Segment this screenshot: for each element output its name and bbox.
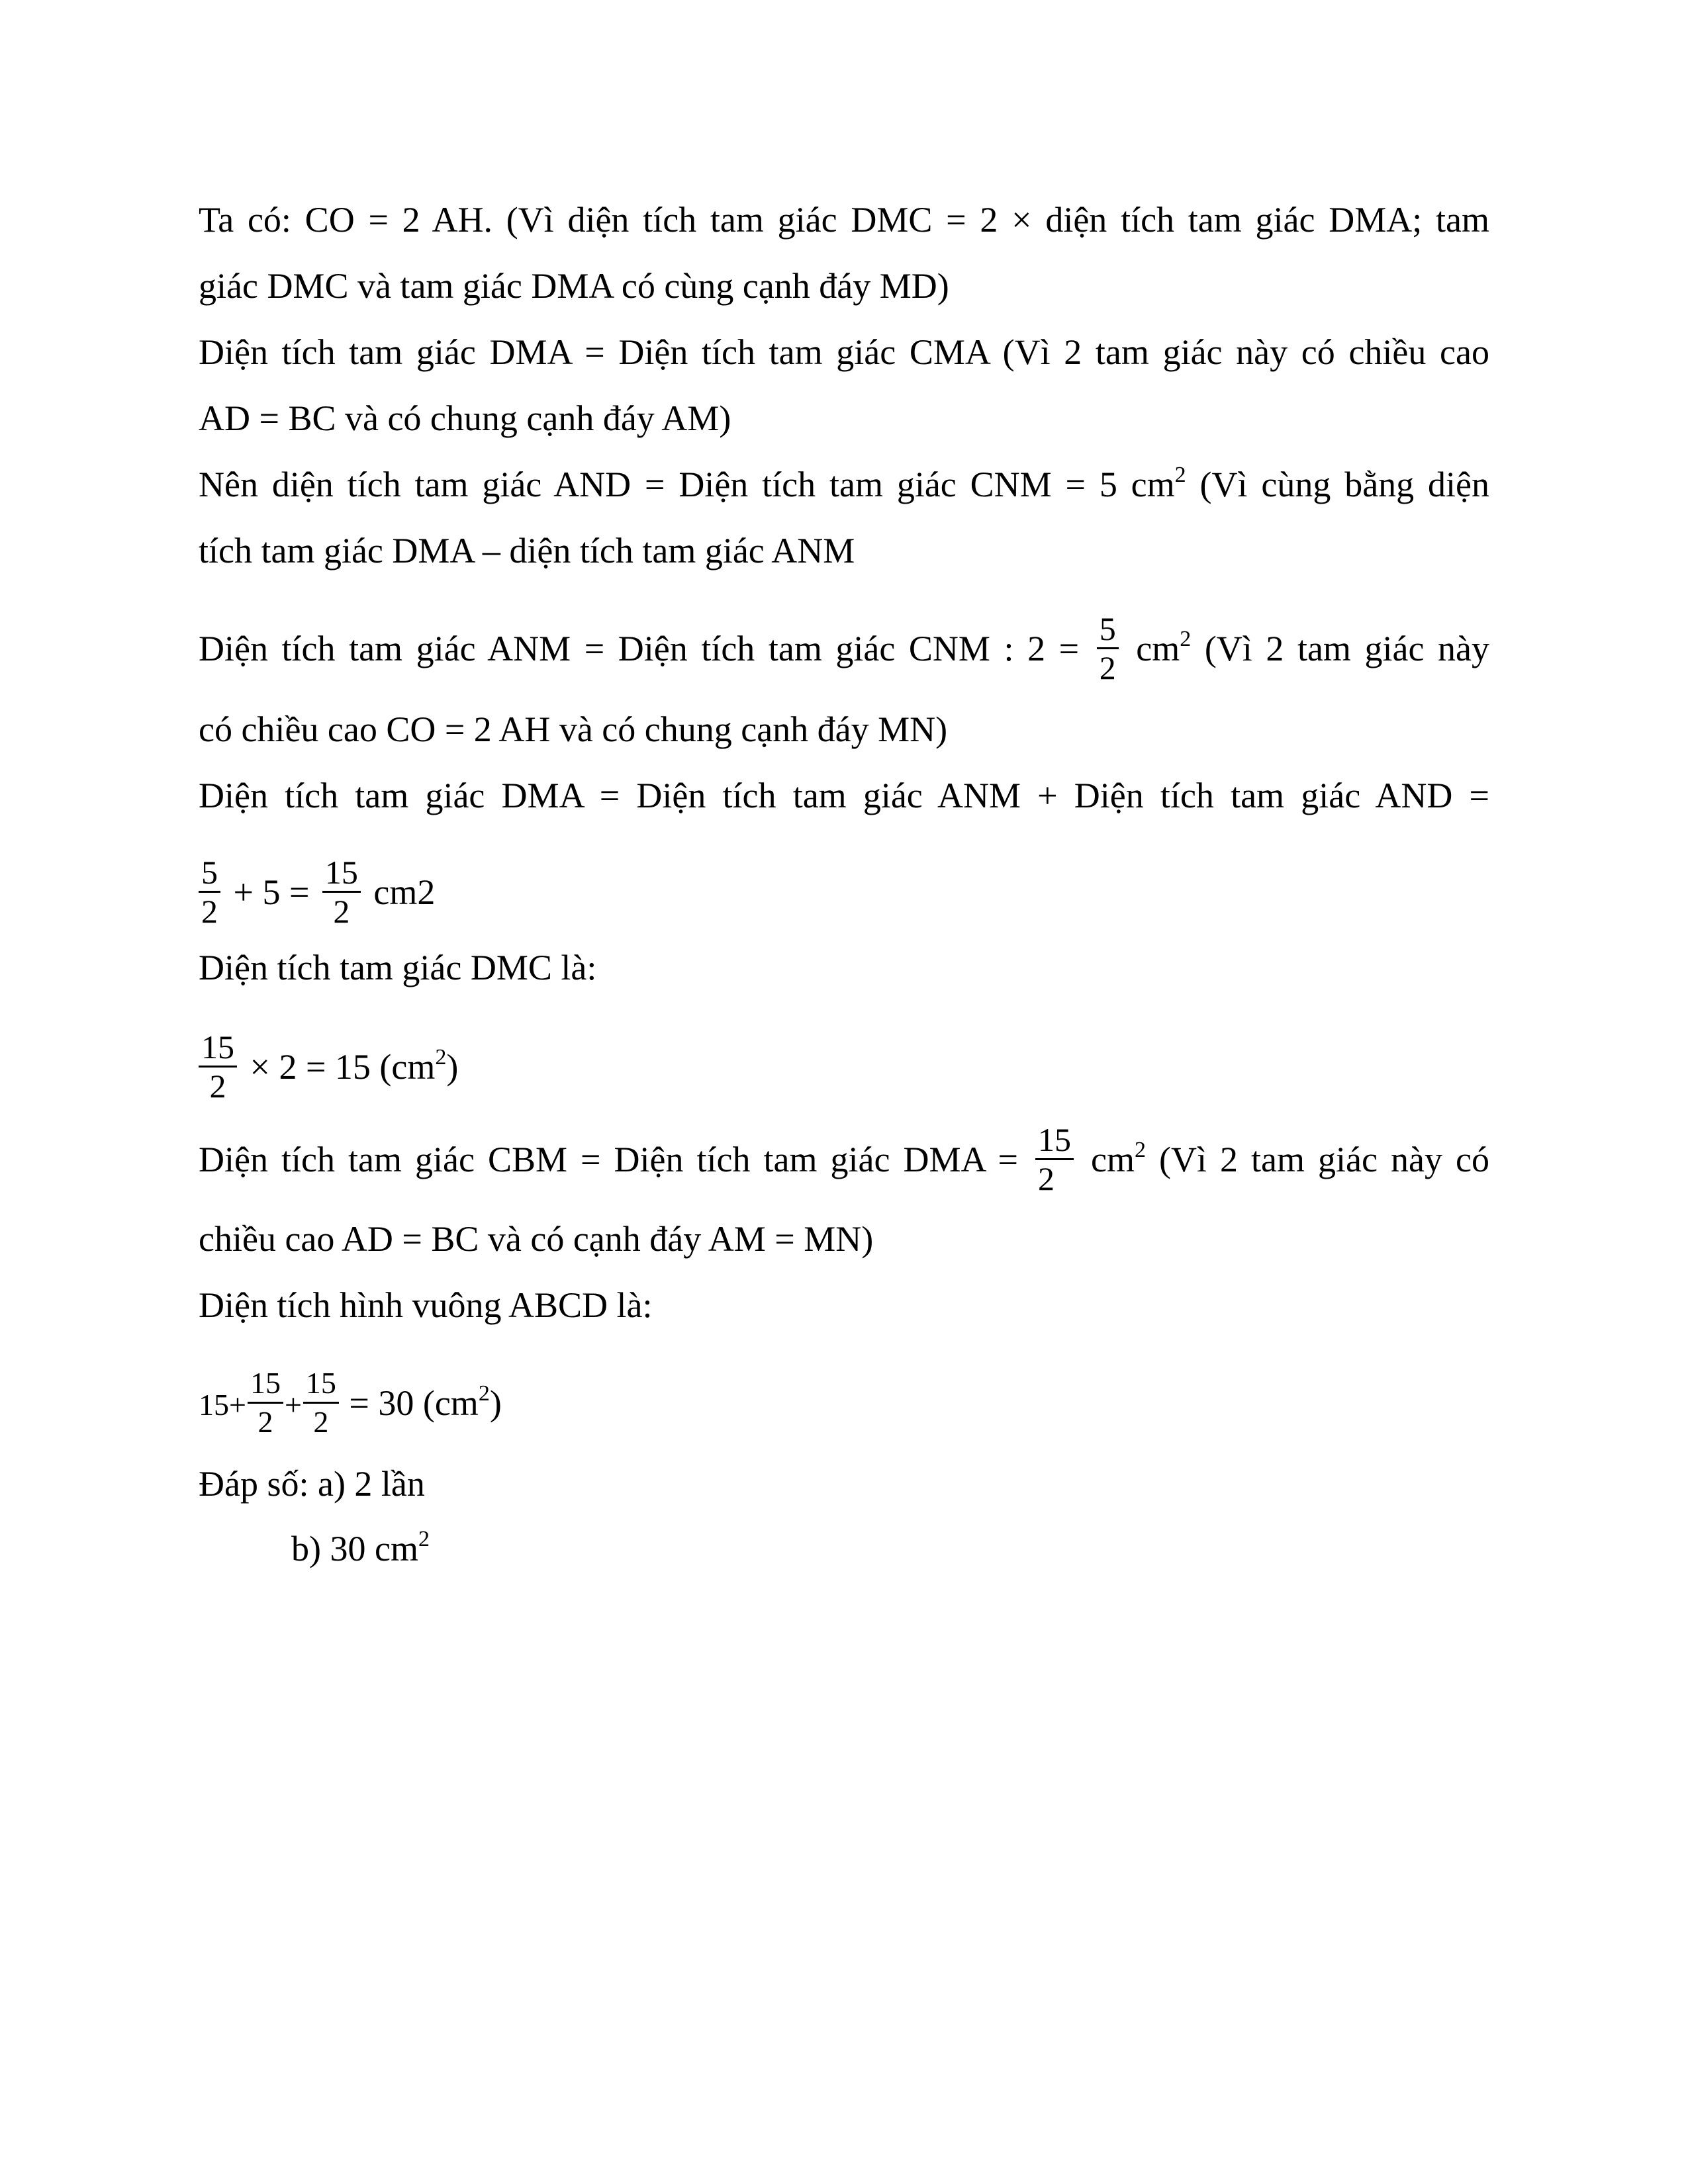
- fraction-denominator: 2: [258, 1405, 273, 1439]
- superscript: 2: [1180, 626, 1192, 651]
- superscript: 2: [1174, 463, 1186, 487]
- text-line: chiều cao AD = BC và có cạnh đáy AM = MN): [199, 1219, 874, 1259]
- superscript: 2: [418, 1527, 430, 1551]
- fraction-numerator: 15: [248, 1365, 283, 1404]
- text-line: giác DMC và tam giác DMA có cùng cạnh đáy MD): [199, 266, 949, 306]
- text-line: [199, 1028, 1489, 1109]
- text-line: [199, 854, 1489, 934]
- fraction-denominator: 2: [209, 1068, 226, 1105]
- answer-line: [291, 1529, 1582, 1569]
- fraction-numerator: 15: [199, 1028, 237, 1068]
- fraction: [199, 854, 220, 930]
- text-line: Diện tích tam giác DMA = Diện tích tam giác CMA (Vì 2 tam giác này có chiều cao: [199, 332, 1489, 372]
- fraction: [199, 1028, 237, 1105]
- fraction-numerator: 5: [199, 854, 220, 893]
- text-line: Diện tích hình vuông ABCD là:: [199, 1285, 653, 1325]
- text-span: +: [284, 1387, 302, 1422]
- superscript: 2: [1135, 1137, 1146, 1162]
- text-span: 15+: [199, 1387, 246, 1422]
- text-span: = 30 (cm: [340, 1383, 479, 1423]
- fraction-numerator: 5: [1097, 610, 1119, 649]
- text-line: có chiều cao CO = 2 AH và có chung cạnh đáy MN): [199, 709, 948, 749]
- text-span: × 2 = 15 (cm: [241, 1046, 436, 1087]
- text-span: cm: [1078, 1139, 1135, 1179]
- text-span: cm: [1122, 628, 1180, 668]
- text-line: Ta có: CO = 2 AH. (Vì diện tích tam giác DMC = 2 × diện tích tam giác DMA; tam: [199, 200, 1489, 240]
- text-line: tích tam giác DMA – diện tích tam giác ANM: [199, 531, 855, 570]
- superscript: 2: [478, 1381, 490, 1406]
- answer-line: Đáp số: a) 2 lần: [199, 1464, 425, 1504]
- fraction: [1097, 610, 1119, 686]
- text-span: (Vì 2 tam giác này: [1191, 628, 1489, 668]
- fraction-denominator: 2: [201, 893, 218, 930]
- fraction: [1035, 1121, 1074, 1197]
- text-span: ): [446, 1046, 459, 1087]
- text-line: [199, 1366, 1489, 1445]
- text-span: Diện tích tam giác CBM = Diện tích tam giác DMA =: [199, 1139, 1031, 1179]
- fraction-numerator: 15: [1035, 1121, 1074, 1160]
- superscript: 2: [435, 1044, 447, 1069]
- text-span: ): [489, 1383, 502, 1423]
- text-span: (Vì 2 tam giác này có: [1146, 1139, 1489, 1179]
- fraction-denominator: 2: [1099, 649, 1116, 686]
- text-line: Diện tích tam giác DMC là:: [199, 948, 597, 987]
- text-line: Diện tích tam giác DMA = Diện tích tam giác ANM + Diện tích tam giác AND =: [199, 776, 1489, 815]
- text-span: Diện tích tam giác ANM = Diện tích tam giác CNM : 2 =: [199, 628, 1093, 668]
- fraction-numerator: 15: [303, 1365, 339, 1404]
- text-span: (Vì cùng bằng diện: [1186, 465, 1489, 504]
- fraction-numerator: 15: [322, 854, 361, 893]
- fraction: [248, 1365, 283, 1441]
- fraction: [322, 854, 361, 930]
- fraction-denominator: 2: [333, 893, 350, 930]
- text-span: b) 30 cm: [291, 1529, 418, 1569]
- fraction-denominator: 2: [313, 1405, 329, 1439]
- fraction-denominator: 2: [1038, 1160, 1055, 1197]
- text-line: [199, 1121, 1489, 1201]
- text-span: cm2: [364, 872, 436, 912]
- text-line: [199, 610, 1489, 690]
- text-span: Nên diện tích tam giác AND = Diện tích tam giác CNM = 5 cm: [199, 465, 1175, 504]
- text-line: [199, 465, 1489, 504]
- text-span: + 5 =: [224, 872, 318, 912]
- fraction: [303, 1365, 339, 1441]
- text-line: AD = BC và có chung cạnh đáy AM): [199, 398, 731, 438]
